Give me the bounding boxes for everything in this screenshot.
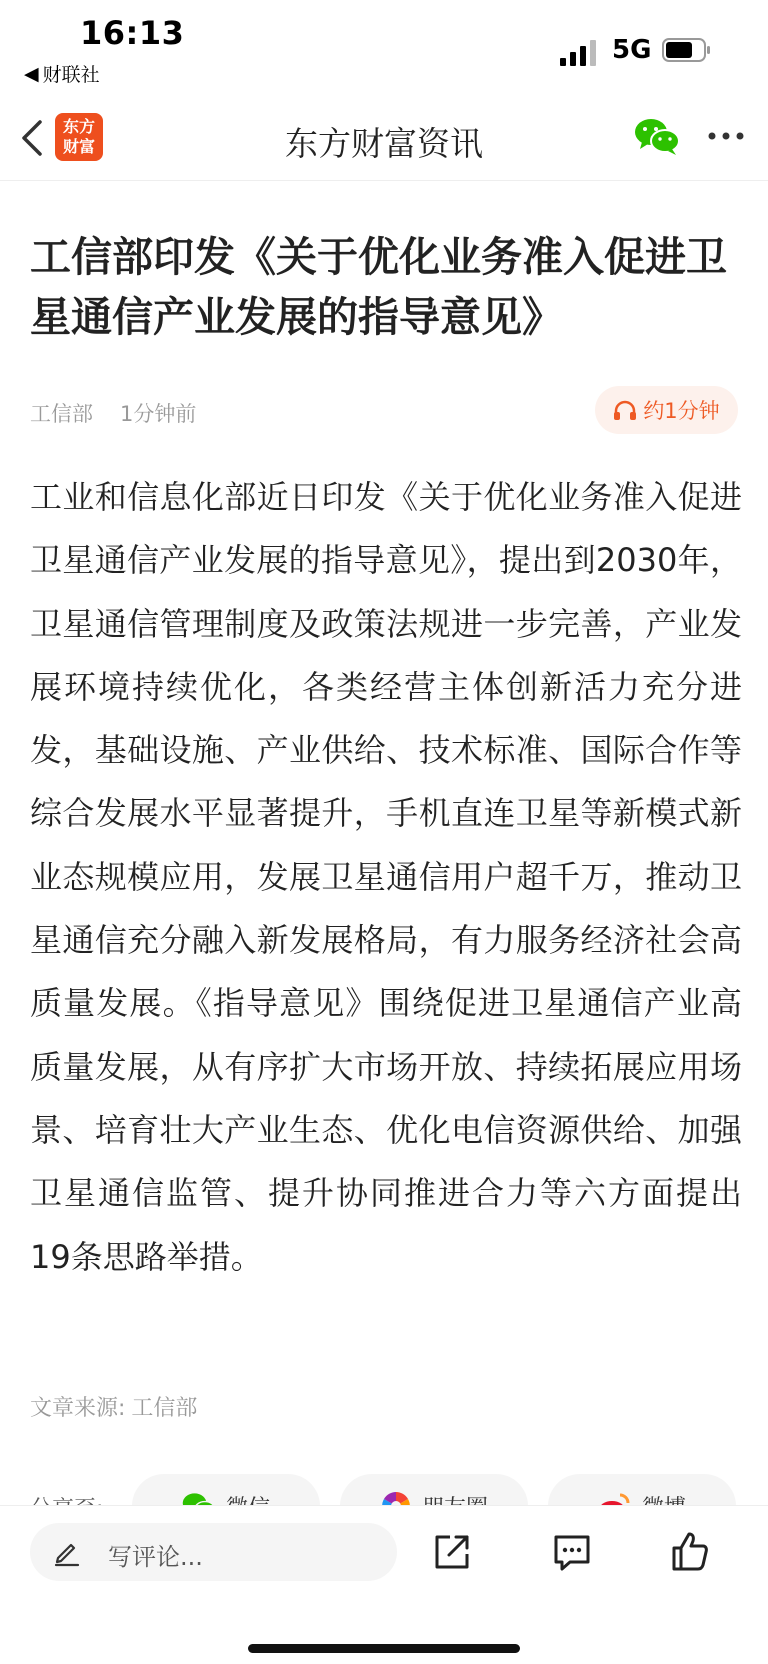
back-to-app-link[interactable] <box>24 60 100 87</box>
listen-duration: 约1分钟 <box>643 399 720 423</box>
comments-icon[interactable] <box>552 1532 592 1572</box>
wechat-share-icon[interactable] <box>634 116 680 156</box>
article-source-footer <box>30 1391 203 1422</box>
pencil-icon <box>52 1537 82 1567</box>
more-icon[interactable] <box>706 126 746 146</box>
nav-header <box>0 100 768 181</box>
article-time: 1分钟前 <box>120 402 197 426</box>
comment-placeholder: 写评论... <box>108 1543 203 1571</box>
source-value: 工信部 <box>131 1396 198 1421</box>
share-icon[interactable] <box>432 1532 472 1572</box>
logo-line-2: 财富 <box>62 137 95 156</box>
headphones-icon <box>613 399 637 421</box>
signal-icon <box>560 40 600 66</box>
battery-icon <box>662 38 712 62</box>
like-thumbs-up-icon[interactable] <box>670 1530 710 1572</box>
source-label: 文章来源: <box>30 1396 126 1421</box>
bottom-action-bar <box>0 1505 768 1664</box>
back-triangle-icon: ◀ <box>24 62 39 85</box>
article-title: 工信部印发《关于优化业务准入促进卫星通信产业发展的指导意见》 <box>30 233 727 341</box>
status-time: 16:13 <box>80 14 185 52</box>
comment-input[interactable] <box>30 1523 397 1581</box>
logo-line-1: 东方 <box>62 117 95 136</box>
page-title: 东方财富资讯 <box>285 124 483 163</box>
listen-button[interactable] <box>595 386 738 434</box>
article-source[interactable]: 工信部 <box>30 402 93 426</box>
article-body: 工业和信息化部近日印发《关于优化业务准入促进卫星通信产业发展的指导意见》，提出到2030年，卫星通信管理制度及政策法规进一步完善，产业发展环境持续优化，各类经营主体创新活力充分进发，基础设施、产业供给、技术标准、国际合作等综合发展水平显著提升，手机直连卫星等新模式新业态规模应用，发展卫星通信用户超千万，推动卫星通信充分融入新发展格局，有力服务经济社会高质量发展。《指导意见》围绕促进卫星通信产业高质量发展，从有序扩大市场开放、持续拓展应用场景、培育壮大产业生态、优化电信资源供给、加强卫星通信监管、提升协同推进合力等六方面提出19条思路举措。 <box>30 478 742 1276</box>
network-type: 5G <box>612 35 652 65</box>
home-indicator[interactable] <box>248 1644 520 1653</box>
back-app-name: 财联社 <box>42 64 100 86</box>
